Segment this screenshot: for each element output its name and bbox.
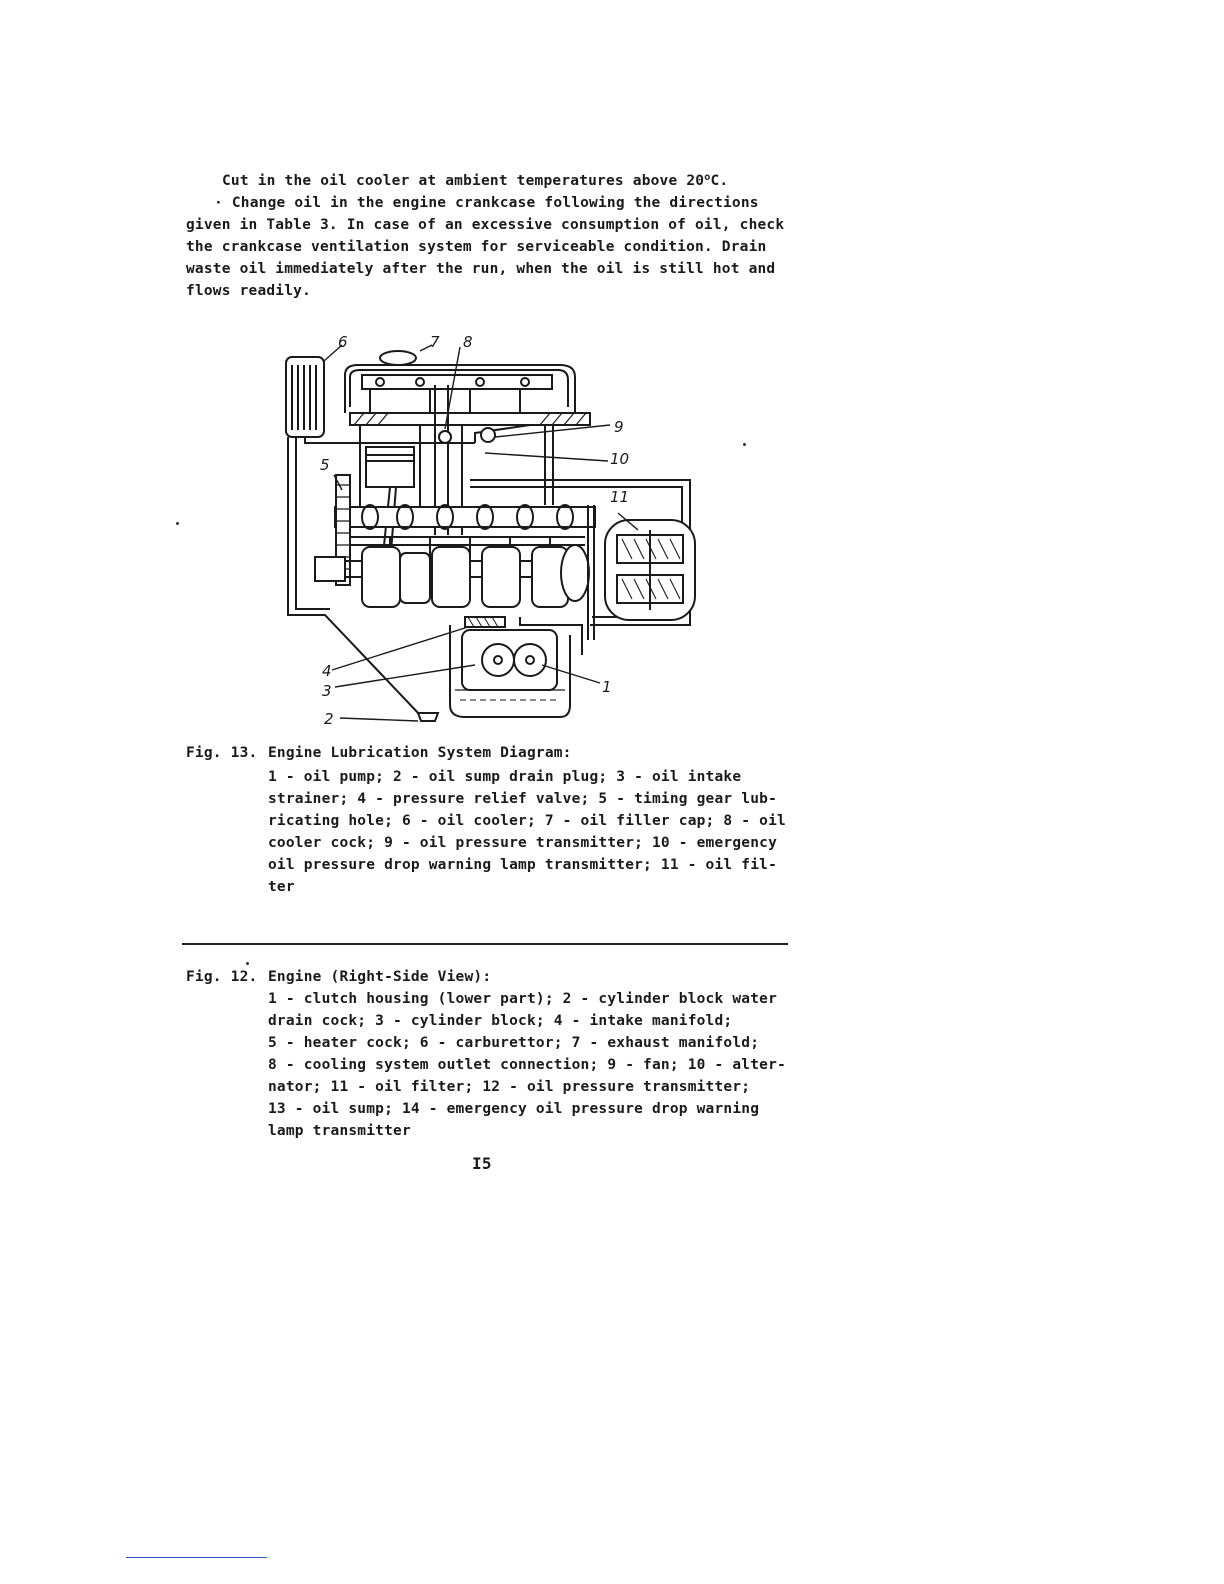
callout-7: 7 [430, 333, 440, 351]
scan-speck [743, 443, 746, 446]
filler-cap-shape [380, 351, 416, 365]
fig13-line-6: ter [268, 879, 295, 895]
callout-10: 10 [610, 450, 630, 468]
lubrication-system-diagram [270, 325, 710, 740]
callout-1: 1 [602, 678, 612, 696]
fig12-line-1: 1 - clutch housing (lower part); 2 - cylinder block water [268, 991, 777, 1007]
callout-5: 5 [320, 456, 330, 474]
fig12-line-5: nator; 11 - oil filter; 12 - oil pressure transmitter; [268, 1079, 751, 1095]
intro-line-5: waste oil immediately after the run, when the oil is still hot and [186, 261, 776, 277]
callout-6: 6 [338, 333, 348, 351]
intro-line-1-text: Cut in the oil cooler at ambient temperatures above 20 [222, 173, 705, 189]
crank-nose-shape [315, 557, 345, 581]
degree-sup: o [704, 172, 711, 183]
scan-speck [246, 962, 249, 965]
pump-gear-left [482, 644, 514, 676]
page-number: I5 [472, 1154, 492, 1173]
callout-8: 8 [463, 333, 473, 351]
fig13-line-1: 1 - oil pump; 2 - oil sump drain plug; 3 - oil intake [268, 769, 742, 785]
fig12-title: Engine (Right-Side View): [268, 969, 492, 985]
callout-4: 4 [322, 662, 332, 680]
callout-11: 11 [610, 488, 630, 506]
fig12-line-3: 5 - heater cock; 6 - carburettor; 7 - exhaust manifold; [268, 1035, 760, 1051]
section-divider [182, 943, 788, 945]
piston-shape [366, 447, 414, 487]
intro-line-4: the crankcase ventilation system for serviceable condition. Drain [186, 239, 767, 255]
drain-plug-shape [418, 713, 438, 721]
fig13-line-2: strainer; 4 - pressure relief valve; 5 - timing gear lub- [268, 791, 777, 807]
degree-unit: C. [710, 173, 729, 189]
callout-9: 9 [614, 418, 624, 436]
fig12-line-2: drain cock; 3 - cylinder block; 4 - intake manifold; [268, 1013, 733, 1029]
fig13-label: Fig. 13. [186, 745, 258, 761]
fig12-line-6: 13 - oil sump; 14 - emergency oil pressure drop warning [268, 1101, 760, 1117]
callout-3: 3 [322, 682, 332, 700]
callout-2: 2 [324, 710, 334, 728]
fig13-line-3: ricating hole; 6 - oil cooler; 7 - oil filler cap; 8 - oil [268, 813, 786, 829]
fig12-label: Fig. 12. [186, 969, 258, 985]
rocker-shaft-shape [362, 375, 552, 389]
fig13-title: Engine Lubrication System Diagram: [268, 745, 572, 761]
fig12-line-4: 8 - cooling system outlet connection; 9 - fan; 10 - alter- [268, 1057, 786, 1073]
footer-rule [126, 1557, 267, 1558]
intro-line-6: flows readily. [186, 283, 312, 299]
fig13-line-4: cooler cock; 9 - oil pressure transmitter; 10 - emergency [268, 835, 777, 851]
intro-line-1 [222, 170, 728, 194]
scan-speck [176, 522, 179, 525]
intro-line-3: given in Table 3. In case of an excessive consumption of oil, check [186, 217, 785, 233]
pump-gear-right [514, 644, 546, 676]
fig12-line-7: lamp transmitter [268, 1123, 411, 1139]
fig13-line-5: oil pressure drop warning lamp transmitter; 11 - oil fil- [268, 857, 777, 873]
intro-line-2: · Change oil in the engine crankcase following the directions [214, 195, 759, 211]
